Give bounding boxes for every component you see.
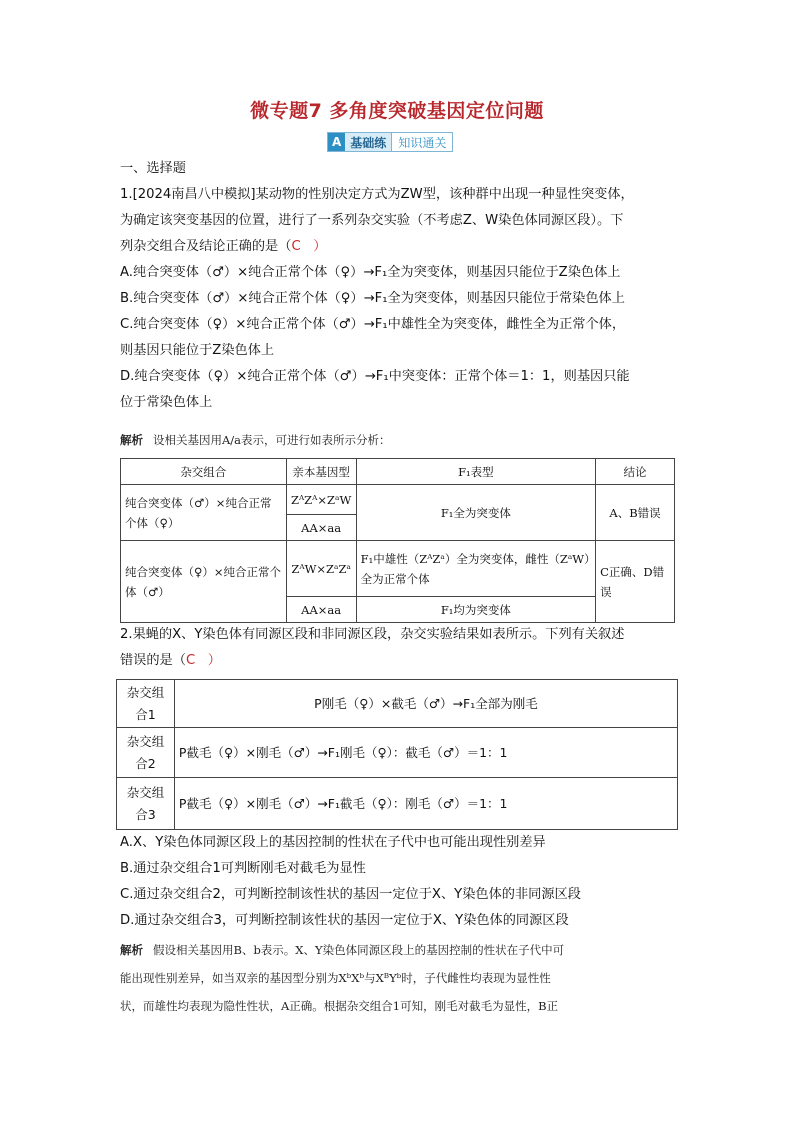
- question-2: [120, 622, 676, 674]
- table-cell: F₁均为突变体: [356, 597, 595, 623]
- q2-cross-table: [116, 679, 678, 830]
- q1-line: 为确定该突变基因的位置，进行了一系列杂交实验（不考虑Z、W染色体同源区段）。下: [120, 213, 624, 228]
- level-badge: [327, 132, 453, 152]
- table-header: F₁表型: [356, 459, 595, 485]
- table-cell: F₁全为突变体: [356, 485, 595, 541]
- q1-option-d-cont: 位于常染色体上: [120, 395, 213, 410]
- q1-option-a: A.纯合突变体（♂）×纯合正常个体（♀）→F₁全为突变体，则基因只能位于Z染色体上: [120, 265, 621, 280]
- q2-option-c: C.通过杂交组合2，可判断控制该性状的基因一定位于X、Y染色体的非同源区段: [120, 887, 581, 902]
- q2-line: 2.果蝇的X、Y染色体有同源区段和非同源区段，杂交实验结果如表所示。下列有关叙述: [120, 627, 625, 642]
- table-cell: 纯合突变体（♀）×纯合正常个体（♂）: [121, 541, 287, 623]
- q1-explanation: 解析 设相关基因用A/a表示，可进行如表所示分析：: [120, 433, 391, 447]
- table-cell: ZᴬZᴬ×ZᵃW: [286, 485, 356, 515]
- table-cell: P截毛（♀）×刚毛（♂）→F₁刚毛（♀）：截毛（♂）＝1：1: [174, 728, 677, 778]
- q1-explain-label: 解析: [120, 433, 143, 447]
- table-cell: F₁中雄性（ZᴬZᵃ）全为突变体，雌性（ZᵃW）全为正常个体: [356, 541, 595, 597]
- table-header: 结论: [596, 459, 675, 485]
- q2-explanation: 解析 假设相关基因用B、b表示。X、Y染色体同源区段上的基因控制的性状在子代中可 能出现性别差异，如当双亲的基因型分别为XᵇXᵇ与XᴮYᵇ时，子代雌性均表现为显性性 状，而雄性均表现为隐性性状，A正确。根据杂交组合1可知，刚毛对截毛为显性，B正: [120, 943, 565, 1013]
- table-header: 杂交组合: [121, 459, 287, 485]
- q1-option-c: C.纯合突变体（♀）×纯合正常个体（♂）→F₁中雄性全为突变体，雌性全为正常个体，: [120, 317, 626, 332]
- badge-label: 基础练: [345, 133, 391, 151]
- q2-option-d: D.通过杂交组合3，可判断控制该性状的基因一定位于X、Y染色体的同源区段: [120, 913, 569, 928]
- table-cell: P刚毛（♀）×截毛（♂）→F₁全部为刚毛: [174, 680, 677, 728]
- table-cell: 纯合突变体（♂）×纯合正常个体（♀）: [121, 485, 287, 541]
- q1-analysis-table: [120, 458, 675, 623]
- badge-letter: A: [328, 133, 345, 151]
- q2-explain-label: 解析: [120, 943, 143, 957]
- table-header: 亲本基因型: [286, 459, 356, 485]
- q1-answer: C: [291, 239, 301, 254]
- q1-option-d: D.纯合突变体（♀）×纯合正常个体（♂）→F₁中突变体：正常个体＝1：1，则基因只能: [120, 369, 630, 384]
- table-cell: A、B错误: [596, 485, 675, 541]
- question-1: [120, 182, 676, 416]
- table-cell: C正确、D错误: [596, 541, 675, 623]
- q2-option-a: A.X、Y染色体同源区段上的基因控制的性状在子代中也可能出现性别差异: [120, 835, 546, 850]
- q2-option-b: B.通过杂交组合1可判断刚毛对截毛为显性: [120, 861, 366, 876]
- page-title: 微专题7 多角度突破基因定位问题: [250, 100, 544, 122]
- section-heading: 一、选择题: [120, 161, 186, 176]
- q1-option-b: B.纯合突变体（♂）×纯合正常个体（♀）→F₁全为突变体，则基因只能位于常染色体上: [120, 291, 625, 306]
- q2-line: 错误的是（C ）: [120, 653, 221, 668]
- table-cell: ZᴬW×ZᵃZᵃ: [286, 541, 356, 597]
- table-row-label: 杂交组合1: [117, 680, 175, 728]
- q1-line: 列杂交组合及结论正确的是（C ）: [120, 239, 327, 254]
- table-row-label: 杂交组合3: [117, 778, 175, 830]
- table-cell: P截毛（♀）×刚毛（♂）→F₁截毛（♀）：刚毛（♂）＝1：1: [174, 778, 677, 830]
- table-cell: AA×aa: [286, 597, 356, 623]
- badge-sub: 知识通关: [391, 133, 452, 151]
- q2-options: [120, 830, 676, 934]
- table-cell: AA×aa: [286, 515, 356, 541]
- q1-option-c-cont: 则基因只能位于Z染色体上: [120, 343, 275, 358]
- q2-answer: C: [185, 653, 196, 668]
- q1-line: 1.[2024南昌八中模拟]某动物的性别决定方式为ZW型，该种群中出现一种显性突变体，: [120, 187, 634, 202]
- table-row-label: 杂交组合2: [117, 728, 175, 778]
